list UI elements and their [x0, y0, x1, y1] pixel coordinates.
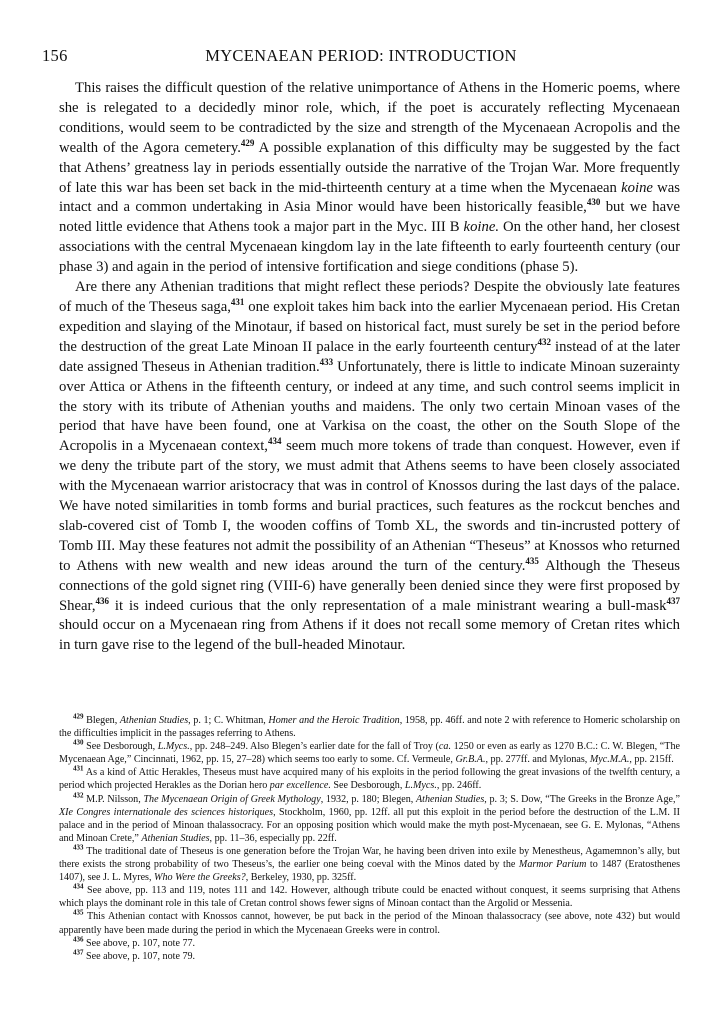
footnote-429: $^{429}$ Blegen, Athenian Studies, p. 1; C. Whitman, Homer and the Heroic Tradition, 1958, pp. 46ff. and note 2 with reference to Homeric scholarship on the difficulties implicit in the passages referring to Athens.: [59, 712, 680, 740]
footnote-437: $^{437}$ See above, p. 107, note 79.: [73, 948, 196, 962]
paragraph-1: This raises the difficult question of the relative unimportance of Athens in the Homeric poems, where she is relegated to a decidedly minor role, which, if the poet is accurately reflecting Mycenaean conditions, would seem to be contradicted by the size and strength of the Mycenaean Acropolis and the wealth of the Agora cemetery.$^{429}$ A possible explanation of this difficulty may be suggested by the fact that Athens’ greatness lay in periods essentially outside the narrative of the Trojan War. More frequently of late this war has been set back in the mid-thirteenth century at a time when the Mycenaean koine was intact and a common undertaking in Asia Minor would have been historically feasible,$^{430}$ but we have noted little evidence that Athens took a major part in the Myc. III B koine. On the other hand, her closest associations with the central Mycenaean kingdom lay in the late fifteenth to early fourteenth century (our phase 3) and again in the period of intensive fortification and siege conditions (phase 5).: [59, 80, 681, 276]
footnote-430: $^{430}$ See Desborough, L.Mycs., pp. 248–249. Also Blegen’s earlier date for the fall of Troy (ca. 1250 or even as early as 1270 B.C.: C. W. Blegen, “The Mycenaean Age,” Cincinnati, 1962, pp. 15, 27–28) which seems too early to some. Cf. Vermeule, Gr.B.A., pp. 277ff. and Mylonas, Myc.M.A., pp. 215ff.: [59, 738, 680, 766]
footnote-434: $^{434}$ See above, pp. 113 and 119, notes 111 and 142. However, although tribute could be enacted without conquest, it seems surprising that Athens which plays the dominant role in this tale of Cretan control shows fewer signs of Minoan contact than the Argolid or Messenia.: [59, 882, 680, 910]
running-head: [42, 46, 680, 70]
page-number: 156: [42, 46, 68, 65]
paragraph-2: Are there any Athenian traditions that might reflect these periods? Despite the obviously late features of much of the Theseus saga,$^{431}$ one exploit takes him back into the earlier Mycenaean period. His Cretan expedition and slaying of the Minotaur, if based on historical fact, must surely be set in the period before the destruction of the great Late Minoan II palace in the early fourteenth century$^{432}$ instead of at the later date assigned Theseus in Athenian tradition.$^{433}$ Unfortunately, there is little to indicate Minoan suzerainty over Attica or Athens in the fifteenth century, or indeed at any time, and such control seems implicit in the story with its tribute of Athenian youths and maidens. The only two certain Minoan vases of the period that have have been found, one at Varkisa on the coast, the other on the South Slope of the Acropolis in a Mycenaean context,$^{434}$ seem much more tokens of trade than conquest. However, even if we deny the tribute part of the story, we must admit that Athens seems to have been closely associated with the Mycenaean warrior aristocracy that was in control of Knossos during the last days of the palace. We have noted similarities in tomb forms and burial practices, such features as the rockcut benches and slab-covered cist of Tomb I, the wooden coffins of Tomb XL, the swords and tin-incrusted pottery of Tomb III. May these features not admit the possibility of an Athenian “Theseus” at Knossos who returned to Athens with new wealth and new ideas around the turn of the century.$^{435}$ Although the Theseus connections of the gold signet ring (VIII-6) have generally been denied since they were first proposed by Shear,$^{436}$ it is indeed curious that the only representation of a male ministrant wearing a bull-mask$^{437}$ should occur on a Mycenaean ring from Athens if it does not recall some memory of Cretan rites which in turn gave rise to the legend of the bull-headed Minotaur.: [59, 279, 681, 654]
footnote-ref-432[interactable]: 432: [537, 336, 551, 347]
running-title: MYCENAEAN PERIOD: INTRODUCTION: [205, 46, 517, 65]
footnote-432: $^{432}$ M.P. Nilsson, The Mycenaean Origin of Greek Mythology, 1932, p. 180; Blegen, Athenian Studies, p. 3; S. Dow, “The Greeks in the Bronze Age,” XIe Congres internationale des sciences historiques, Stockholm, 1960, pp. 12ff. all put this exploit in the period before the destruction of the L.M. II palace and in the period of Minoan thalassocracy. For an opposing position which would make the myth post-Mycenaean, see G. E. Mylonas, “Athens and Minoan Crete,” Athenian Studies, pp. 11–36, especially pp. 22ff.: [59, 791, 680, 844]
footnote-ref-435[interactable]: 435: [525, 555, 539, 566]
footnote-ref-433[interactable]: 433: [319, 356, 334, 367]
footnote-431: $^{431}$ As a kind of Attic Herakles, Theseus must have acquired many of his exploits in the period following the great invasions of the twelfth century, a period which projected Herakles as the Dorian hero par excellence. See Desborough, L.Mycs., pp. 246ff.: [59, 765, 680, 792]
footnote-ref-430[interactable]: 430: [586, 197, 601, 208]
footnote-436: $^{436}$ See above, p. 107, note 77.: [73, 935, 196, 949]
footnote-435: $^{435}$ This Athenian contact with Knossos cannot, however, be put back in the period of the Minoan thalassocracy (see above, note 432) but would apparently have been made during the period in which the Mycenaean Greeks were in control.: [59, 909, 680, 936]
main-text: [59, 79, 680, 656]
footnotes: [59, 714, 680, 963]
footnote-ref-434[interactable]: 434: [267, 436, 282, 447]
footnote-ref-436[interactable]: 436: [95, 595, 110, 606]
footnote-433: $^{433}$ The traditional date of Theseus is one generation before the Trojan War, he having been driven into exile by Menestheus, Agamemnon’s ally, but there exists the strong probability of two Theseus’s, the earlier one being coeval with the Minos dated by the Marmor Parium to 1487 (Eratosthenes 1407), see J. L. Myres, Who Were the Greeks?, Berkeley, 1930, pp. 325ff.: [59, 843, 681, 884]
footnote-ref-437[interactable]: 437: [666, 595, 680, 606]
footnote-ref-431[interactable]: 431: [230, 297, 245, 308]
footnote-ref-429[interactable]: 429: [240, 137, 255, 148]
